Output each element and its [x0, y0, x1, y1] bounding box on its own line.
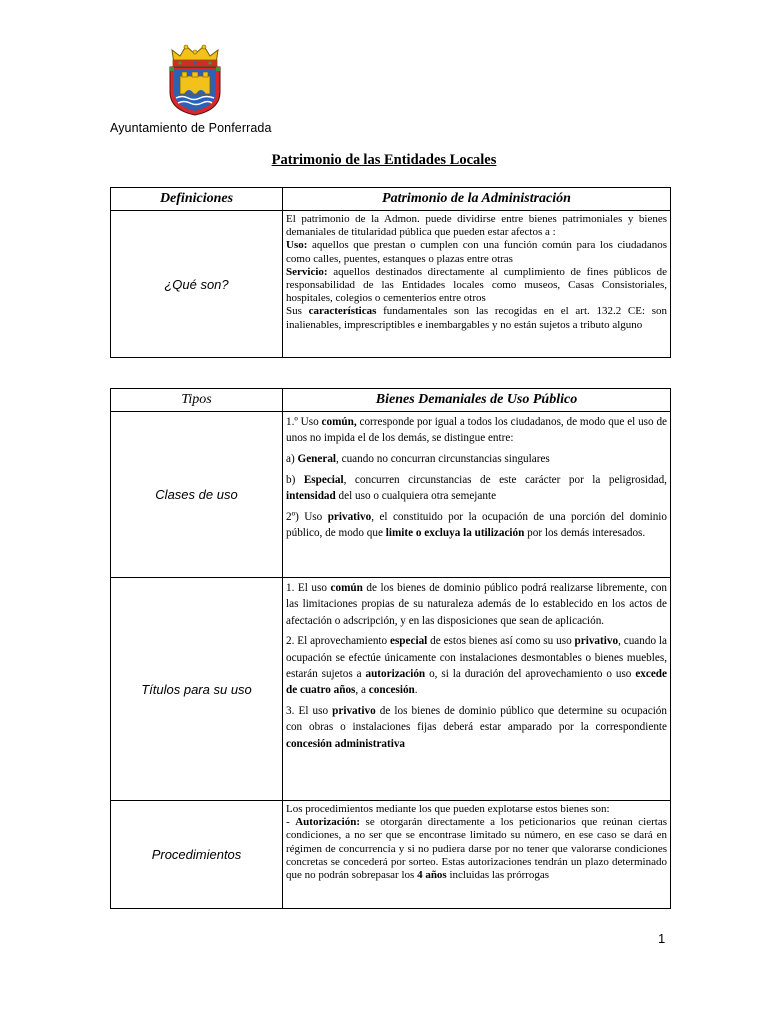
organization-name: Ayuntamiento de Ponferrada [110, 121, 272, 135]
row-label-que-son: ¿Qué son? [111, 211, 283, 358]
titulos-paragraph: 2. El aprovechamiento especial de estos bienes así como su uso privativo, cuando la ocupación se efectúe únicamente con instalaciones desmontables o bienes muebles, estarán sujetos a autorización o, si la duración del aprovechamiento o uso excede de cuatro años, a concesión. [286, 635, 667, 697]
column-header-definiciones: Definiciones [111, 188, 283, 211]
row-label-procedimientos: Procedimientos [111, 801, 283, 909]
caracteristicas-text: fundamentales son las recogidas en el art. 132.2 CE: son inalienables, imprescriptibles e inembargables y no están sujetos a tributo alguno [286, 305, 667, 331]
definition-intro: El patrimonio de la Admon. puede dividirse entre bienes patrimoniales y bienes demaniales de titularidad pública que pueden estar afectos a : [286, 213, 667, 239]
caracteristicas-pre: Sus [286, 305, 309, 318]
tipos-table [110, 388, 671, 909]
table-row [111, 211, 671, 358]
clases-paragraph: b) Especial, concurren circunstancias de este carácter por la peligrosidad, intensidad del uso o cualquiera otra semejante [286, 473, 667, 503]
caracteristicas-label: características [308, 305, 377, 318]
table-row [111, 801, 671, 909]
titulos-paragraph: 3. El uso privativo de los bienes de dominio público que determine su ocupación con obras o instalaciones fijas deberá estar amparado por la correspondiente concesión administrativa [286, 705, 667, 750]
uso-text: aquellos que prestan o cumplen con una función común para los ciudadanos como calles, puentes, estanques o plazas entre otras [286, 239, 667, 265]
definitions-table [110, 187, 671, 358]
coat-of-arms-icon [160, 42, 230, 116]
table-row [111, 578, 671, 801]
definition-cell [283, 211, 671, 358]
table-row [111, 412, 671, 578]
servicio-label: Servicio: [286, 265, 328, 278]
clases-cell [283, 412, 671, 578]
table-header-row [111, 188, 671, 211]
column-header-patrimonio: Patrimonio de la Administración [283, 188, 671, 211]
row-label-titulos: Títulos para su uso [111, 578, 283, 801]
document-title: Patrimonio de las Entidades Locales [271, 152, 497, 168]
titulos-cell [283, 578, 671, 801]
page-number: 1 [658, 931, 666, 946]
clases-paragraph: 1.º Uso común, corresponde por igual a todos los ciudadanos, de modo que el uso de unos no impida el de los demás, se distingue entre: [286, 416, 667, 445]
column-header-tipos: Tipos [111, 389, 283, 412]
row-label-clases-de-uso: Clases de uso [111, 412, 283, 578]
uso-label: Uso: [286, 239, 308, 252]
servicio-text: aquellos destinados directamente al cumplimiento de fines públicos de responsabilidad de las Entidades locales como museos, Casas Consistoriales, hospitales, colegios o cementerios entre otros [286, 265, 667, 305]
clases-paragraph: a) General, cuando no concurran circunstancias singulares [286, 453, 550, 466]
procedimientos-cell: Los procedimientos mediante los que pueden explotarse estos bienes son: - Autorización: se otorgarán directamente a los peticionarios que reúnan ciertas condiciones, a no ser que se encontrase limitado su número, en ese caso se dará en régimen de concurrencia y si no pudiera darse por no tener que valorarse condiciones concretas se concederá por sorteo. Estas autorizaciones tendrán un plazo determinado que no podrán sobrepasar los 4 años incluidas las prórrogas [283, 801, 671, 909]
table-header-row [111, 389, 671, 412]
clases-paragraph: 2º) Uso privativo, el constituido por la ocupación de una porción del dominio público, de modo que limite o excluya la utilización por los demás interesados. [286, 510, 667, 540]
titulos-paragraph: 1. El uso común de los bienes de dominio público podrá realizarse libremente, con las limitaciones propias de su naturaleza además de lo establecido en los actos de afectación o adscripción, y en las disposiciones que sean de aplicación. [286, 582, 668, 627]
column-header-bienes-demaniales: Bienes Demaniales de Uso Público [283, 389, 671, 412]
